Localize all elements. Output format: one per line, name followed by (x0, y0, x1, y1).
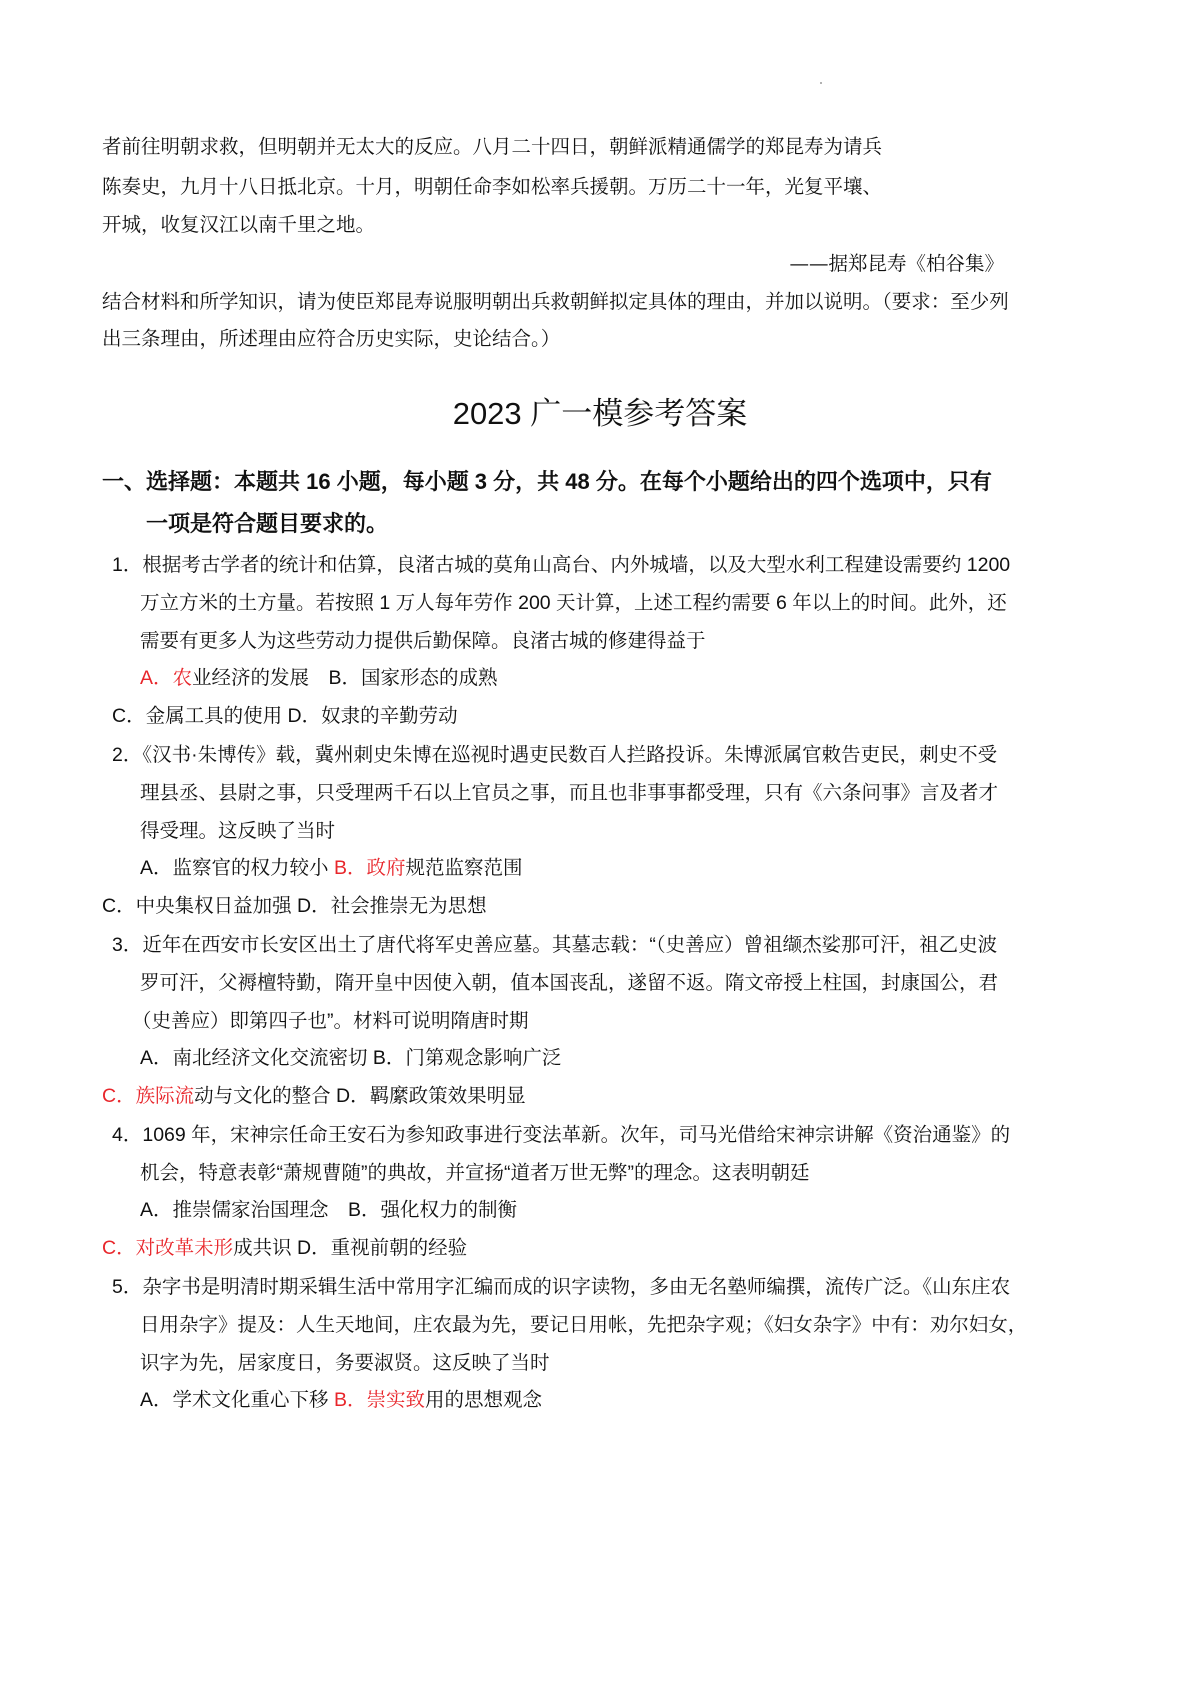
material-source: ——据郑昆寿《柏谷集》 (789, 252, 1004, 275)
question-3-line: （史善应）即第四子也”。材料可说明隋唐时期 (132, 1010, 529, 1032)
question-1-options (140, 663, 498, 693)
question-4-line: 4．1069 年，宋神宗任命王安石为参知政事进行变法革新。次年，司马光借给宋神宗讲解《资治通鉴》的 (112, 1124, 1011, 1146)
material-line: 开城，收复汉江以南千里之地。 (102, 213, 376, 236)
question-3-options (102, 1081, 526, 1111)
question-4-options (102, 1233, 467, 1263)
answer-highlight: B．政府 (333, 857, 406, 879)
page-title: 2023 广一模参考答案 (452, 396, 748, 431)
question-4-options (140, 1195, 517, 1225)
answer-highlight: B．崇实致 (333, 1389, 425, 1411)
question-2-line: 得受理。这反映了当时 (140, 820, 336, 842)
question-2-options (102, 891, 487, 921)
section-heading: 一项是符合题目要求的。 (146, 511, 389, 536)
scan-mark (820, 82, 822, 84)
material-line: 陈奏史，九月十八日抵北京。十月，明朝任命李如松率兵援朝。万历二十一年，光复平壤、 (102, 175, 883, 198)
option-text: 动与文化的整合 D．羁縻政策效果明显 (194, 1085, 526, 1107)
option-text: 规范监察范围 (405, 857, 523, 879)
question-1-line: 需要有更多人为这些劳动力提供后勤保障。良渚古城的修建得益于 (140, 630, 706, 652)
answer-highlight: C．对改革未形 (102, 1237, 234, 1259)
question-1-line: 万立方米的土方量。若按照 1 万人每年劳作 200 天计算，上述工程约需要 6 年以上的时间。此外，还 (140, 592, 1007, 614)
section-heading: 一、选择题：本题共 16 小题，每小题 3 分，共 48 分。在每个小题给出的四个选项中，只有 (102, 469, 992, 494)
question-1-options (112, 701, 458, 731)
option-text: A．学术文化重心下移 (140, 1389, 334, 1411)
question-2-options (140, 853, 522, 883)
material-line: 者前往明朝求救，但明朝并无太大的反应。八月二十四日，朝鲜派精通儒学的郑昆寿为请兵 (102, 135, 883, 158)
question-3-line: 罗可汗，父褥檀特勤，隋开皇中因使入朝，值本国丧乱，遂留不返。隋文帝授上柱国，封康国公，君 (140, 972, 999, 994)
option-text: 成共识 D．重视前朝的经验 (233, 1237, 468, 1259)
question-5-line: 识字为先，居家度日，务要淑贤。这反映了当时 (140, 1352, 550, 1374)
option-text: 业经济的发展 B．国家形态的成熟 (192, 667, 498, 689)
question-4-line: 机会，特意表彰“萧规曹随”的典故，并宣扬“道者万世无弊”的理念。这表明朝廷 (140, 1162, 810, 1184)
question-2-line: 2．《汉书·朱博传》载，冀州刺史朱博在巡视时遇吏民数百人拦路投诉。朱博派属官敕告吏民，刺史不受 (112, 744, 998, 766)
question-5-line: 日用杂字》提及：人生天地间，庄农最为先，要记日用帐，先把杂字观；《妇女杂字》中有：劝尔妇女， (140, 1314, 1028, 1336)
task-line: 出三条理由，所述理由应符合历史实际，史论结合。） (102, 328, 561, 350)
answer-highlight: C．族际流 (102, 1085, 195, 1107)
question-5-line: 5．杂字书是明清时期采辑生活中常用字汇编而成的识字读物，多由无名塾师编撰，流传广泛。《山东庄农 (112, 1276, 1011, 1298)
answer-highlight: A．农 (140, 667, 193, 689)
option-text: C．金属工具的使用 D．奴隶的辛勤劳动 (112, 705, 458, 727)
question-3-options (140, 1043, 561, 1073)
option-text: A．南北经济文化交流密切 B．门第观念影响广泛 (140, 1047, 562, 1069)
question-5-options (140, 1385, 542, 1415)
question-1-line: 1．根据考古学者的统计和估算，良渚古城的莫角山高台、内外城墙，以及大型水利工程建设需要约 1200 (112, 554, 1011, 576)
option-text: A．监察官的权力较小 (140, 857, 334, 879)
question-3-line: 3．近年在西安市长安区出土了唐代将军史善应墓。其墓志载：“（史善应）曾祖缬杰娑那可汗，祖乙史波 (112, 934, 998, 956)
option-text: C．中央集权日益加强 D．社会推崇无为思想 (102, 895, 487, 917)
question-2-line: 理县丞、县尉之事，只受理两千石以上官员之事，而且也非事事都受理，只有《六条问事》言及者才 (140, 782, 999, 804)
option-text: 用的思想观念 (424, 1389, 542, 1411)
task-line: 结合材料和所学知识，请为使臣郑昆寿说服明朝出兵救朝鲜拟定具体的理由，并加以说明。（要求：至少列 (102, 291, 1009, 313)
option-text: A．推崇儒家治国理念 B．强化权力的制衡 (140, 1199, 518, 1221)
